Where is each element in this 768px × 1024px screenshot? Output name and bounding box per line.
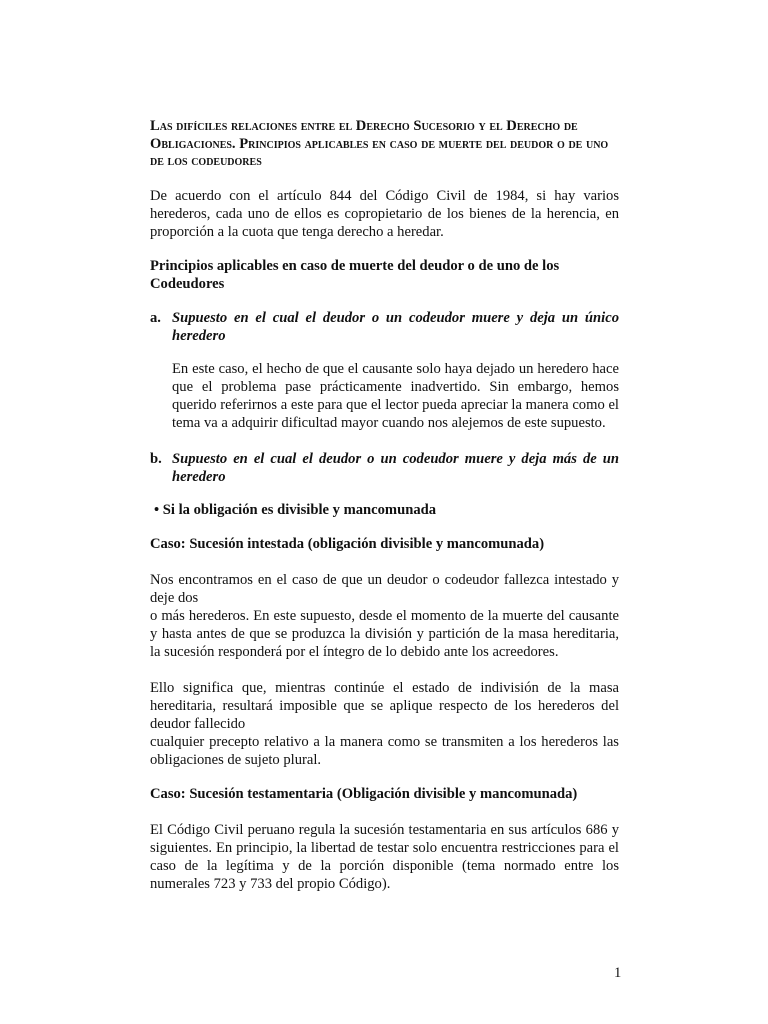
case2-heading: Caso: Sucesión testamentaria (Obligación divisible y mancomunada) (150, 785, 578, 802)
principles-heading: Principios aplicables en caso de muerte del deudor o de uno de los Codeudores (150, 257, 560, 292)
page-number: 1 (614, 965, 622, 981)
item-b-heading (150, 450, 619, 486)
item-b-marker: b. (150, 450, 162, 467)
case1-heading: Caso: Sucesión intestada (obligación divisible y mancomunada) (150, 535, 545, 552)
intro-paragraph: De acuerdo con el artículo 844 del Código Civil de 1984, si hay varios herederos, cada uno de ellos es copropietario de los bienes de la herencia, en proporción a la cuota que tenga derecho a heredar. (150, 187, 619, 240)
item-a-heading-text: Supuesto en el cual el deudor o un codeudor muere y deja un único heredero (172, 309, 619, 344)
item-b-heading-text: Supuesto en el cual el deudor o un codeudor muere y deja más de un heredero (172, 450, 619, 485)
item-a-heading (150, 309, 619, 345)
item-a-marker: a. (150, 309, 161, 326)
case1-para2-line2: cualquier precepto relativo a la manera como se transmiten a los herederos las obligaciones de sujeto plural. (150, 733, 619, 768)
case1-para2-line1: Ello significa que, mientras continúe el estado de indivisión de la masa hereditaria, resultará imposible que se aplique respecto de los herederos del deudor fallecido (150, 679, 619, 732)
bullet-heading: • Si la obligación es divisible y mancomunada (154, 501, 437, 518)
document-title: Las difíciles relaciones entre el Derecho Sucesorio y el Derecho de Obligaciones. Principios aplicables en caso de muerte del deudor o de uno de los codeudores (150, 118, 609, 169)
item-a-body: En este caso, el hecho de que el causante solo haya dejado un heredero hace que el problema pase prácticamente inadvertido. Sin embargo, hemos querido referirnos a este para que el lector pueda apreciar la manera como el tema va a adquirir dificultad mayor cuando nos alejemos de este supuesto. (172, 360, 619, 431)
case2-paragraph: El Código Civil peruano regula la sucesión testamentaria en sus artículos 686 y siguientes. En principio, la libertad de testar solo encuentra restricciones para el caso de la legítima y de la porción disponible (tema normado entre los numerales 723 y 733 del propio Código). (150, 821, 619, 892)
case1-para1-line1: Nos encontramos en el caso de que un deudor o codeudor fallezca intestado y deje dos (150, 571, 619, 606)
case1-para1-line2: o más herederos. En este supuesto, desde el momento de la muerte del causante y hasta antes de que se produzca la división y partición de la masa hereditaria, la sucesión responderá por el íntegro de lo debido ante los acreedores. (150, 607, 619, 660)
document-page (150, 118, 619, 893)
